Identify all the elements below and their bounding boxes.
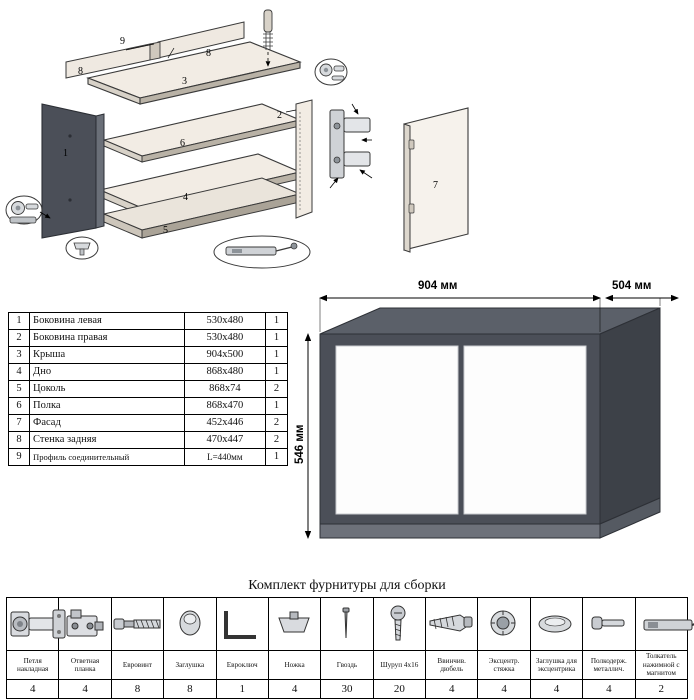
callout-3: 3 bbox=[182, 76, 187, 87]
hardware-qty: 8 bbox=[111, 680, 163, 699]
table-row bbox=[9, 330, 288, 347]
part-size: L=440мм bbox=[184, 449, 265, 466]
depth-label: 504 мм bbox=[612, 280, 652, 292]
part-number: 6 bbox=[9, 398, 30, 415]
hardware-qty: 8 bbox=[164, 680, 216, 699]
hardware-name: Заглушка bbox=[164, 651, 216, 680]
hardware-name: Толкатель нажимной с магнитом bbox=[635, 651, 688, 680]
part-size: 470х447 bbox=[184, 432, 265, 449]
part-name: Профиль соединительный bbox=[30, 449, 185, 466]
table-row bbox=[9, 415, 288, 432]
euro-key-icon bbox=[216, 598, 268, 651]
hardware-name: Эксцентр. стяжка bbox=[478, 651, 530, 680]
part-right-side bbox=[296, 100, 312, 218]
part-left-side bbox=[42, 104, 104, 238]
parts-table bbox=[8, 312, 288, 466]
table-row bbox=[9, 449, 288, 466]
callout-2: 2 bbox=[277, 110, 282, 121]
hardware-qty: 30 bbox=[321, 680, 373, 699]
part-qty: 2 bbox=[265, 381, 287, 398]
hardware-qty: 2 bbox=[635, 680, 688, 699]
nail-icon bbox=[321, 598, 373, 651]
hardware-name: Полкодерж. металлич. bbox=[583, 651, 635, 680]
callout-8-right: 8 bbox=[206, 48, 211, 59]
hardware-qty: 4 bbox=[583, 680, 635, 699]
depth-dimension bbox=[606, 298, 678, 306]
magnetic-catch-icon bbox=[635, 598, 688, 651]
hardware-icons-row bbox=[7, 598, 688, 651]
callout-7: 7 bbox=[433, 180, 438, 191]
hardware-kit bbox=[6, 578, 688, 699]
part-name: Боковина правая bbox=[30, 330, 185, 347]
part-name: Боковина левая bbox=[30, 313, 185, 330]
cam-lock-icon bbox=[478, 598, 530, 651]
hinge-assembly-detail bbox=[330, 104, 372, 188]
part-name: Дно bbox=[30, 364, 185, 381]
part-qty: 1 bbox=[265, 313, 287, 330]
hardware-qty-row bbox=[7, 680, 688, 699]
callout-1: 1 bbox=[63, 148, 68, 159]
hardware-name: Шуруп 4х16 bbox=[373, 651, 425, 680]
hardware-qty: 4 bbox=[268, 680, 320, 699]
height-label: 546 мм bbox=[294, 424, 306, 464]
hardware-name: Гвоздь bbox=[321, 651, 373, 680]
hardware-name: Заглушка для эксцентрика bbox=[530, 651, 582, 680]
leg-detail bbox=[66, 237, 98, 259]
part-number: 1 bbox=[9, 313, 30, 330]
table-row bbox=[9, 347, 288, 364]
table-row bbox=[9, 381, 288, 398]
exploded-diagram bbox=[0, 0, 694, 288]
hardware-qty: 4 bbox=[7, 680, 59, 699]
part-qty: 1 bbox=[265, 449, 287, 466]
part-number: 4 bbox=[9, 364, 30, 381]
part-qty: 2 bbox=[265, 415, 287, 432]
part-name: Полка bbox=[30, 398, 185, 415]
width-label: 904 мм bbox=[418, 280, 458, 292]
part-size: 868х480 bbox=[184, 364, 265, 381]
table-row bbox=[9, 313, 288, 330]
part-qty: 1 bbox=[265, 347, 287, 364]
part-qty: 1 bbox=[265, 330, 287, 347]
hardware-qty: 4 bbox=[426, 680, 478, 699]
callout-6: 6 bbox=[180, 138, 185, 149]
leg-icon bbox=[268, 598, 320, 651]
part-number: 8 bbox=[9, 432, 30, 449]
part-size: 868х470 bbox=[184, 398, 265, 415]
hardware-names-row bbox=[7, 651, 688, 680]
cap-icon bbox=[164, 598, 216, 651]
part-qty: 2 bbox=[265, 432, 287, 449]
euro-screw-icon bbox=[111, 598, 163, 651]
part-name: Фасад bbox=[30, 415, 185, 432]
hardware-name: Петля накладная bbox=[7, 651, 59, 680]
screw-icon bbox=[373, 598, 425, 651]
part-qty: 1 bbox=[265, 364, 287, 381]
hardware-kit-table bbox=[6, 597, 688, 699]
hardware-name: Евроключ bbox=[216, 651, 268, 680]
mounting-plate-icon bbox=[59, 598, 111, 651]
part-size: 452х446 bbox=[184, 415, 265, 432]
cabinet-drawing bbox=[294, 280, 690, 556]
part-number: 3 bbox=[9, 347, 30, 364]
hardware-kit-title: Комплект фурнитуры для сборки bbox=[248, 578, 446, 593]
part-name: Цоколь bbox=[30, 381, 185, 398]
hardware-qty: 4 bbox=[478, 680, 530, 699]
callout-9: 9 bbox=[120, 36, 125, 47]
hardware-name: Еврoвинт bbox=[111, 651, 163, 680]
callout-5: 5 bbox=[163, 225, 168, 236]
magnetic-catch-detail bbox=[214, 236, 310, 268]
cam-cap-icon bbox=[530, 598, 582, 651]
hardware-qty: 1 bbox=[216, 680, 268, 699]
shelf-support-icon bbox=[583, 598, 635, 651]
hardware-name: Ответная планка bbox=[59, 651, 111, 680]
part-name: Крыша bbox=[30, 347, 185, 364]
part-number: 5 bbox=[9, 381, 30, 398]
part-qty: 1 bbox=[265, 398, 287, 415]
part-size: 904х500 bbox=[184, 347, 265, 364]
callout-4: 4 bbox=[183, 192, 188, 203]
hardware-name: Ножка bbox=[268, 651, 320, 680]
part-size: 530х480 bbox=[184, 330, 265, 347]
part-number: 7 bbox=[9, 415, 30, 432]
table-row bbox=[9, 432, 288, 449]
hinge-icon bbox=[7, 598, 59, 651]
part-shelf bbox=[104, 104, 300, 162]
hardware-qty: 4 bbox=[59, 680, 111, 699]
cam-lock-detail bbox=[315, 59, 347, 85]
part-number: 2 bbox=[9, 330, 30, 347]
hardware-qty: 20 bbox=[373, 680, 425, 699]
part-size: 868х74 bbox=[184, 381, 265, 398]
part-number: 9 bbox=[9, 449, 30, 466]
table-row bbox=[9, 364, 288, 381]
table-row bbox=[9, 398, 288, 415]
part-name: Стенка задняя bbox=[30, 432, 185, 449]
dowel-icon bbox=[426, 598, 478, 651]
hardware-qty: 4 bbox=[530, 680, 582, 699]
callout-8-left: 8 bbox=[78, 66, 83, 77]
part-size: 530х480 bbox=[184, 313, 265, 330]
hardware-name: Ввинчив. дюбель bbox=[426, 651, 478, 680]
